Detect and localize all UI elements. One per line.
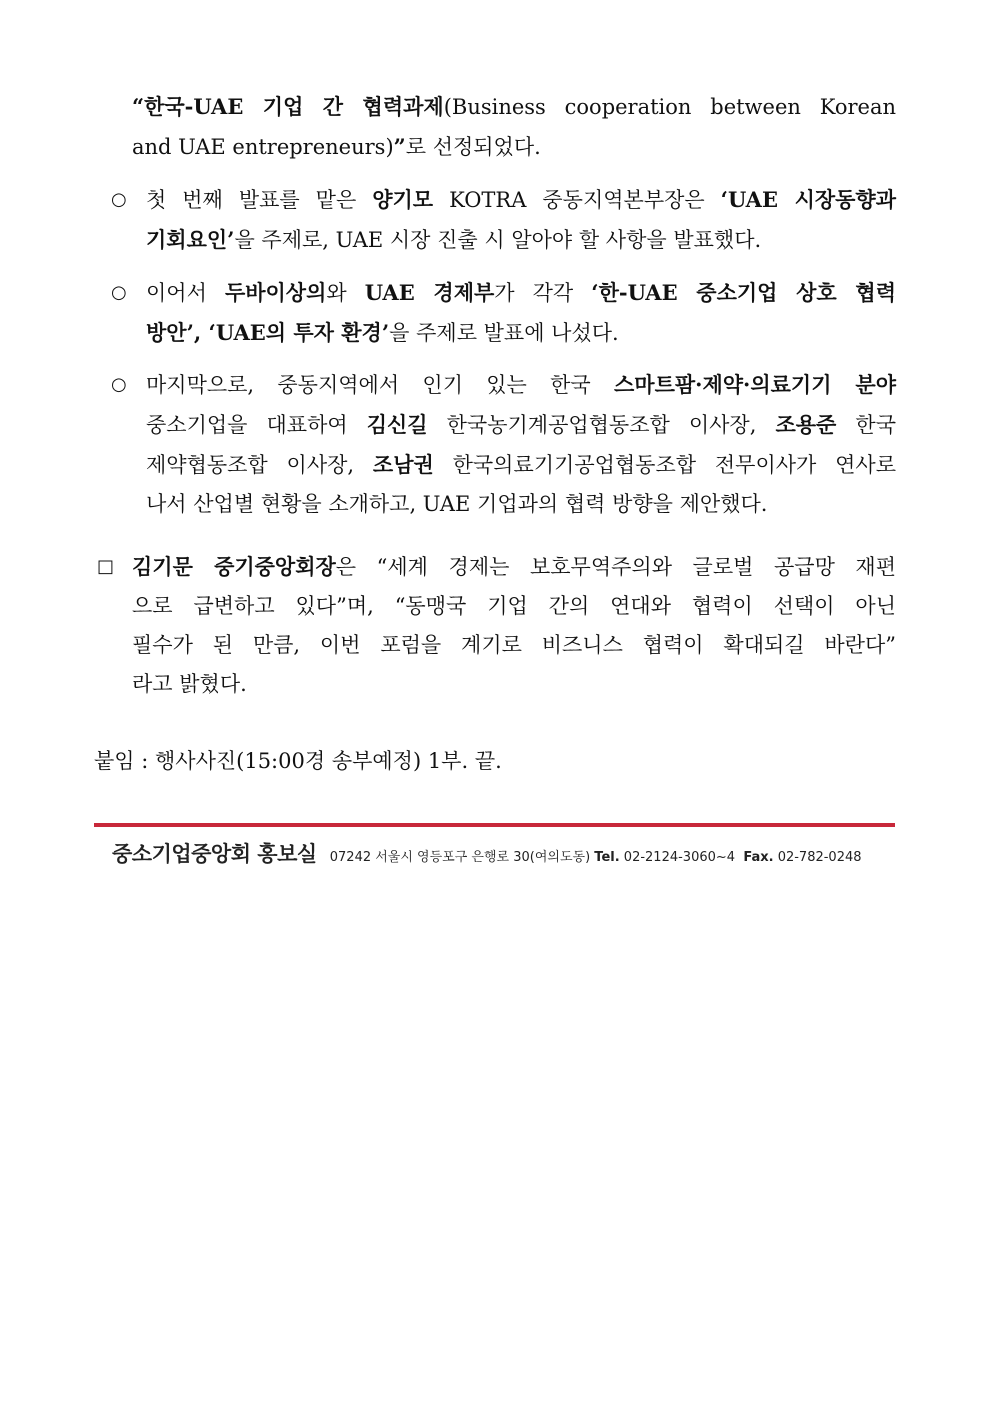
bullet1-line-1 [146, 180, 896, 220]
fax-number: 02-782-0248 [777, 850, 862, 865]
footer-org-name: 중소기업중앙회 홍보실 [112, 842, 317, 866]
text-run: 한국농기계공업협동조합 이사장, [427, 413, 776, 437]
bullet3-line-2 [146, 405, 896, 445]
industry-fields: 스마트팜·제약·의료기기 분야 [614, 372, 896, 397]
topic-title-cont: 방안’, ‘UAE의 투자 환경’ [146, 320, 390, 345]
text-run: 마지막으로, 중동지역에서 인기 있는 한국 [146, 373, 614, 397]
task-title-english: (Business cooperation between Korean [443, 95, 896, 119]
footer-address-block [330, 850, 862, 865]
attachment-note: 붙임 : 행사사진(15:00경 송부예정) 1부. 끝. [94, 749, 502, 773]
chairman-paragraph [132, 547, 896, 704]
text-run: 이어서 [146, 281, 225, 305]
open-quote: “ [132, 94, 145, 119]
section-line-3: 필수가 된 만큼, 이번 포럼을 계기로 비즈니스 협력이 확대되길 바란다” [132, 633, 896, 657]
close-quote: ” [393, 134, 406, 159]
topic-title: ‘UAE 시장동향과 [720, 187, 896, 212]
text-run: 중소기업을 대표하여 [146, 413, 367, 437]
bullet-paragraph-2 [146, 273, 896, 353]
text-run: 한국 [836, 413, 896, 437]
fax-label: Fax. [743, 850, 774, 865]
text-run: 가 각각 [494, 281, 592, 305]
bullet3-line-3 [146, 445, 896, 485]
speaker-name: 조남권 [372, 452, 434, 477]
org-name: UAE 경제부 [364, 280, 495, 305]
speaker-name: 김신길 [366, 412, 428, 437]
intro-paragraph [132, 87, 896, 167]
section-line-4: 라고 밝혔다. [132, 672, 247, 696]
section-square-icon: □ [97, 556, 115, 577]
bullet2-line-2 [146, 313, 896, 353]
footer-address: 07242 서울시 영등포구 은행로 30(여의도동) [329, 850, 591, 865]
footer-contact [112, 838, 862, 868]
speaker-name: 조용준 [775, 412, 837, 437]
intro-ending: 로 선정되었다. [405, 135, 541, 159]
bullet3-line-1 [146, 365, 896, 405]
bullet-paragraph-1 [146, 180, 896, 260]
task-title-english-cont: and UAE entrepreneurs) [132, 135, 394, 159]
text-run: 한국의료기기공업협동조합 전무이사가 연사로 [433, 453, 896, 477]
bullet-paragraph-3 [146, 365, 896, 524]
text-run: 을 주제로 발표에 나섰다. [389, 321, 619, 345]
intro-line-2 [132, 127, 896, 167]
tel-number: 02-2124-3060~4 [623, 850, 736, 865]
intro-line-1 [132, 87, 896, 127]
text-run: 제약협동조합 이사장, [146, 453, 373, 477]
bullet3-line-4: 나서 산업별 현황을 소개하고, UAE 기업과의 협력 방향을 제안했다. [146, 492, 768, 516]
footer-divider [94, 823, 895, 827]
topic-title: ‘한-UAE 중소기업 상호 협력 [591, 280, 896, 305]
bullet1-line-2 [146, 220, 896, 260]
bullet-circle-icon: ○ [111, 282, 127, 303]
text-run: 은 “세계 경제는 보호무역주의와 글로벌 공급망 재편 [335, 555, 896, 579]
text-run: 을 주제로, UAE 시장 진출 시 알아야 할 사항을 발표했다. [234, 228, 762, 252]
chairman-name: 김기문 중기중앙회장 [132, 554, 336, 579]
text-run: KOTRA 중동지역본부장은 [433, 188, 721, 212]
topic-title-cont: 기회요인’ [146, 227, 235, 252]
bullet2-line-1 [146, 273, 896, 313]
section-line-2: 으로 급변하고 있다”며, “동맹국 기업 간의 연대와 협력이 선택이 아닌 [132, 594, 896, 618]
org-name: 두바이상의 [224, 280, 327, 305]
text-run: 와 [326, 281, 365, 305]
text-run: 첫 번째 발표를 맡은 [146, 188, 373, 212]
task-title: 한국-UAE 기업 간 협력과제 [144, 94, 444, 119]
bullet-circle-icon: ○ [111, 189, 127, 210]
tel-label: Tel. [594, 850, 620, 865]
section-line-1 [132, 547, 896, 587]
speaker-name: 양기모 [372, 187, 434, 212]
bullet-circle-icon: ○ [111, 374, 127, 395]
